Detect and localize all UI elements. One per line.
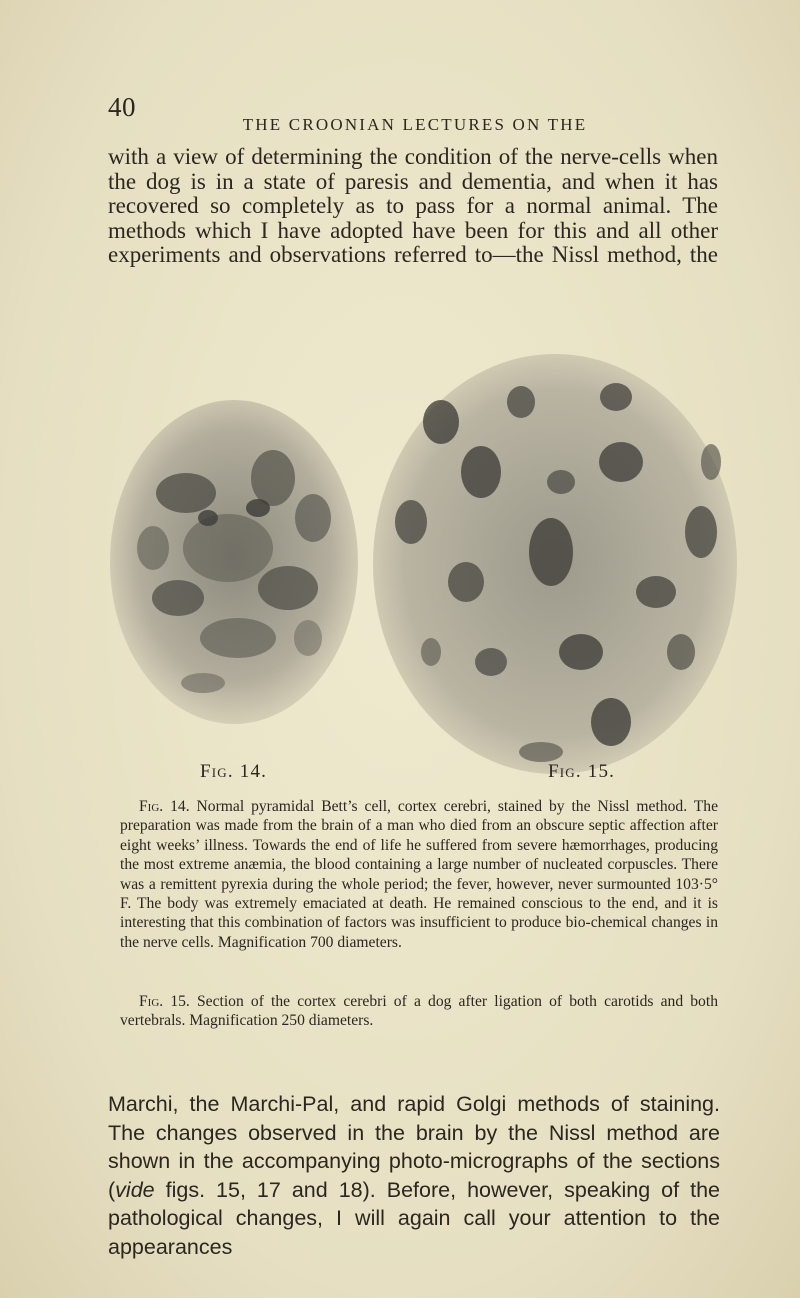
body-text-before: Marchi, the Marchi-Pal, and rapid Golgi methods of staining. The changes observed in the brain by the Nissl method are shown in the accompanying photo-micrographs of the sections (	[108, 1092, 720, 1202]
body-text-after: figs. 15, 17 and 18). Before, however, speaking of the pathological changes, I will again call your attention to the appearances	[108, 1177, 720, 1259]
body-vide: vide	[115, 1177, 155, 1202]
figure-14-caption-lead: Fig. 14.	[139, 798, 190, 815]
figure-15-micrograph	[371, 352, 739, 777]
figure-14-caption-text: Normal pyramidal Bett’s cell, cortex cerebri, stained by the Nissl method. The preparation was made from the brain of a man who died from an obscure septic affection after eight weeks’ illness. Towards the end of life he suffered from severe hæmorrhages, producing the most extreme anæmia, the blood containing a large number of nucleated corpuscles. There was a remittent pyrexia during the whole period; the fever, however, never surmounted 103·5° F. The body was extremely emaciated at death. He remained conscious to the end, and it is interesting that this combination of factors was insufficient to produce bio-chemical changes in the nerve cells. Magnification 700 diameters.	[120, 798, 718, 951]
body-paragraph	[108, 1090, 720, 1262]
figure-14-label: Fig. 14.	[200, 761, 268, 782]
figure-15-caption-text: Section of the cortex cerebri of a dog after ligation of both carotids and both vertebrals. Magnification 250 diameters.	[120, 993, 718, 1030]
top-paragraph: with a view of determining the condition of the nerve-cells when the dog is in a state of paresis and dementia, and when it has recovered so completely as to pass for a normal animal. The methods which I have adopted have been for this and all other experiments and observations referred to—the Nissl method, the	[108, 144, 718, 267]
running-head: THE CROONIAN LECTURES ON THE	[242, 115, 588, 134]
figure-15-caption-lead: Fig. 15.	[139, 993, 190, 1010]
figure-14-micrograph	[108, 398, 361, 726]
figure-14-caption	[120, 797, 718, 952]
figure-15-label: Fig. 15.	[548, 761, 616, 782]
figure-15-caption	[120, 992, 718, 1031]
page-number: 40	[108, 92, 136, 122]
